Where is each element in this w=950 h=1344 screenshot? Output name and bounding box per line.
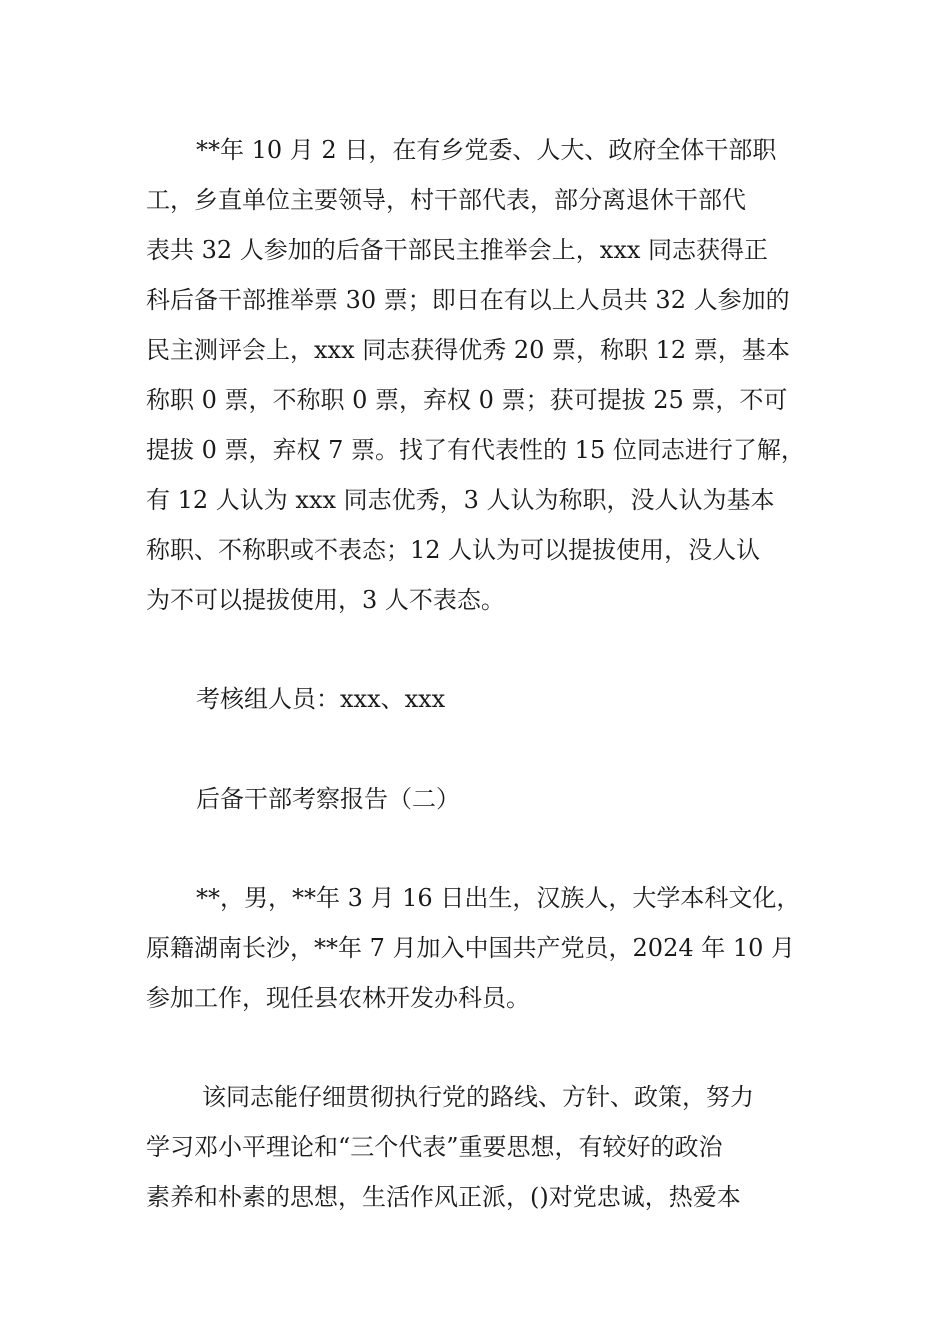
paragraph-1-line-5: 民主测评会上，xxx 同志获得优秀 20 票，称职 12 票，基本 — [146, 336, 790, 364]
paragraph-3-line-1: 该同志能仔细贯彻执行党的路线、方针、政策，努力 — [202, 1083, 754, 1111]
paragraph-1-line-9: 称职、不称职或不表态；12 人认为可以提拔使用，没人认 — [146, 536, 761, 564]
paragraph-2-line-2: 原籍湖南长沙，**年 7 月加入中国共产党员，2024 年 10 月 — [146, 934, 796, 962]
paragraph-3-line-2: 学习邓小平理论和“三个代表”重要思想，有较好的政治 — [146, 1133, 723, 1161]
paragraph-1-line-7: 提拔 0 票，弃权 7 票。找了有代表性的 15 位同志进行了解， — [146, 436, 805, 464]
paragraph-1-line-8: 有 12 人认为 xxx 同志优秀，3 人认为称职，没人认为基本 — [146, 486, 775, 514]
examiners-line: 考核组人员：xxx、xxx — [196, 685, 446, 713]
paragraph-1-line-3: 表共 32 人参加的后备干部民主推举会上，xxx 同志获得正 — [146, 236, 769, 264]
section-title: 后备干部考察报告（二） — [196, 785, 460, 813]
paragraph-1-line-10: 为不可以提拔使用，3 人不表态。 — [146, 586, 505, 614]
paragraph-2-line-1: **，男，**年 3 月 16 日出生，汉族人，大学本科文化， — [196, 884, 801, 912]
paragraph-1-line-2: 工，乡直单位主要领导，村干部代表，部分离退休干部代 — [146, 186, 746, 214]
paragraph-3-line-3: 素养和朴素的思想，生活作风正派，()对党忠诚，热爱本 — [146, 1183, 741, 1211]
paragraph-1-line-4: 科后备干部推举票 30 票；即日在有以上人员共 32 人参加的 — [146, 286, 790, 314]
paragraph-2-line-3: 参加工作，现任县农林开发办科员。 — [146, 984, 530, 1012]
paragraph-1-line-1: **年 10 月 2 日，在有乡党委、人大、政府全体干部职 — [196, 136, 777, 164]
paragraph-1-line-6: 称职 0 票，不称职 0 票，弃权 0 票；获可提拔 25 票，不可 — [146, 386, 788, 414]
